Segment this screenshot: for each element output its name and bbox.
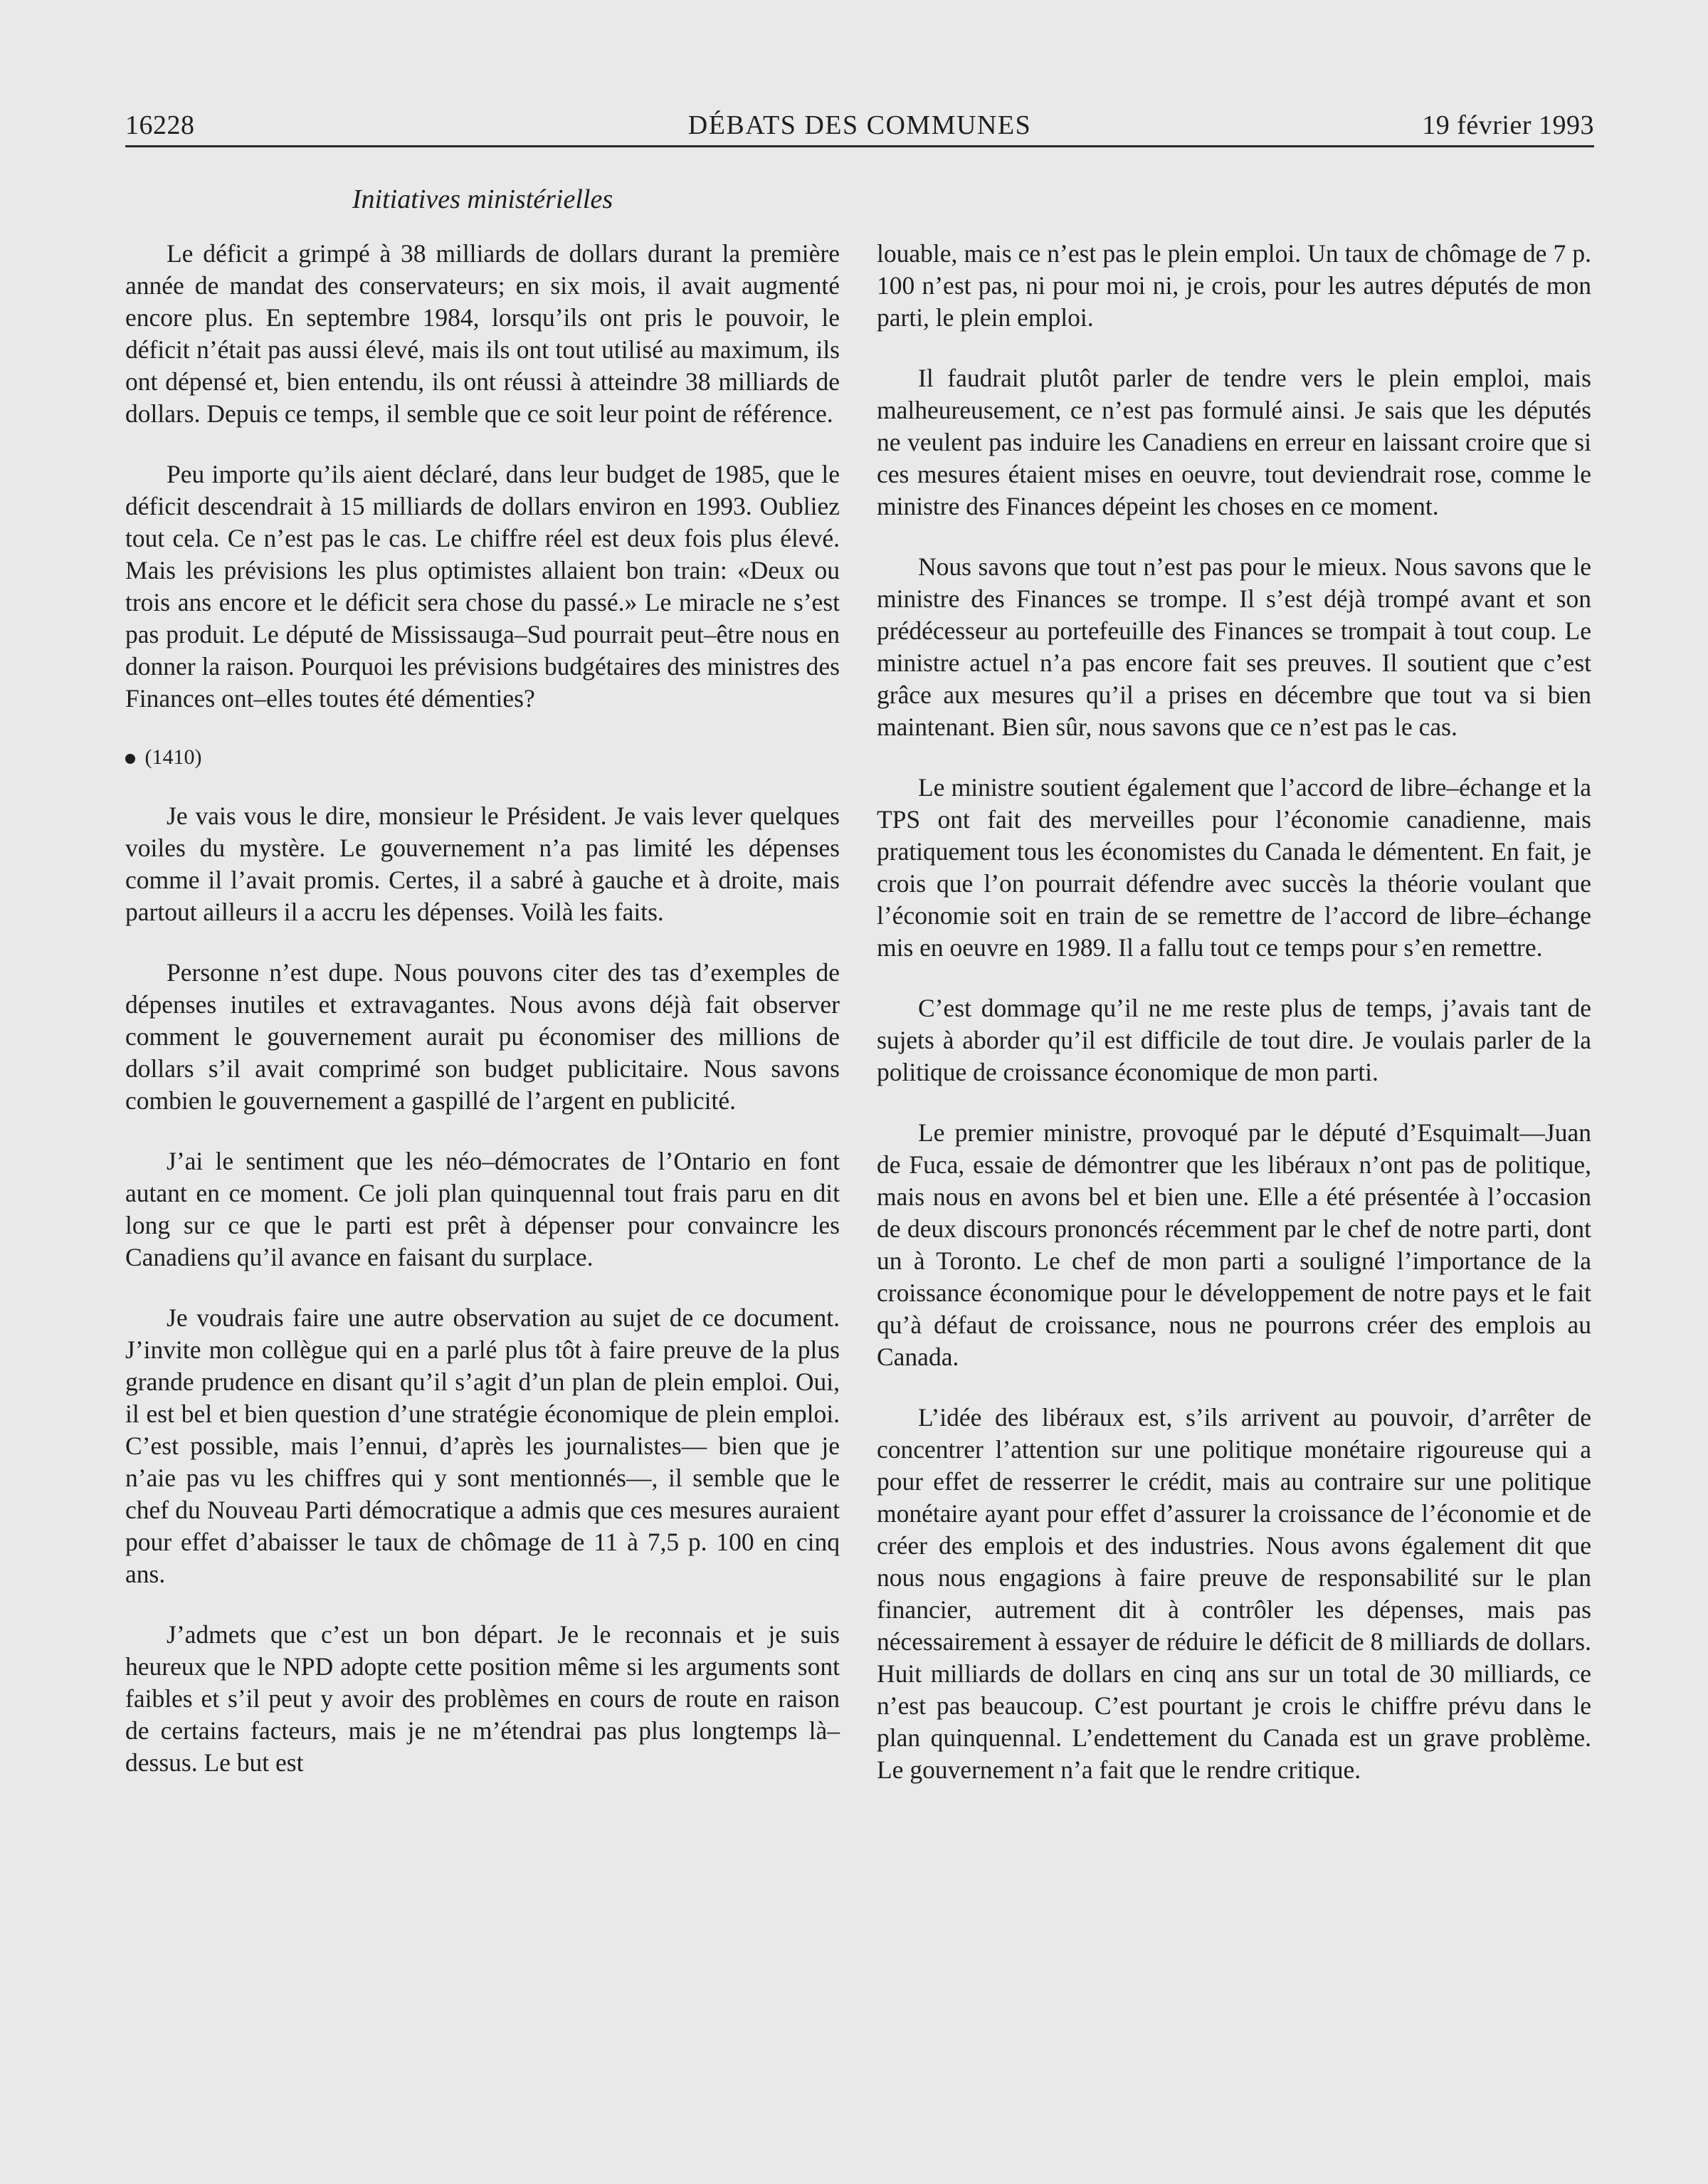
paragraph: J’ai le sentiment que les néo–démocrates de l’Ontario en font autant en ce moment. Ce joli plan quinquennal tout frais paru en dit long sur ce que le parti est prêt à dépenser pour convaincre les Canadiens qu’il avance en faisant du surplace. [125,1147,840,1271]
publication-date: 19 février 1993 [1422,110,1594,140]
header-rule [125,145,1594,147]
time-marker [125,743,840,772]
bullet-icon [125,754,135,764]
time-marker-text: (1410) [144,745,202,769]
paragraph: L’idée des libéraux est, s’ils arrivent au pouvoir, d’arrêter de concentrer l’attention sur une politique monétaire rigoureuse qui a pour effet de resserrer le crédit, mais au contraire sur une politique monétaire ayant pour effet d’assurer la croissance de l’économie et de créer des emplois et des industries. Nous avons également dit que nous nous engagions à faire preuve de responsabilité sur le plan financier, autrement dit à contrôler les dépenses, mais pas nécessairement à essayer de réduire le déficit de 8 milliards de dollars. Huit milliards de dollars en cinq ans sur un total de 30 milliards, ce n’est pas beaucoup. C’est pourtant je crois le chiffre prévu dans le plan quinquennal. L’endettement du Canada est un grave problème. Le gouvernement n’a fait que le rendre critique. [877,1403,1591,1784]
paragraph: Le ministre soutient également que l’accord de libre–échange et la TPS ont fait des merveilles pour l’économie canadienne, mais pratiquement tous les économistes du Canada le démentent. En fait, je crois que l’on pourrait défendre avec succès la théorie voulant que l’économie soit en train de se remettre de l’accord de libre–échange mis en oeuvre en 1989. Il a fallu tout ce temps pour s’en remettre. [877,773,1591,962]
paragraph: Je vais vous le dire, monsieur le Président. Je vais lever quelques voiles du mystère. Le gouvernement n’a pas limité les dépenses comme il l’avait promis. Certes, il a sabré à gauche et à droite, mais partout ailleurs il a accru les dépenses. Voilà les faits. [125,802,840,926]
paragraph-continued: louable, mais ce n’est pas le plein emploi. Un taux de chômage de 7 p. 100 n’est pas, ni pour moi ni, je crois, pour les autres députés de mon parti, le plein emploi. [877,239,1591,332]
paragraph: Il faudrait plutôt parler de tendre vers le plein emploi, mais malheureusement, ce n’est pas formulé ainsi. Je sais que les députés ne veulent pas induire les Canadiens en erreur en laissant croire que si ces mesures étaient mises en oeuvre, tout deviendrait rose, comme le ministre des Finances dépeint les choses en ce moment. [877,364,1591,520]
paragraph: Le déficit a grimpé à 38 milliards de dollars durant la première année de mandat des conservateurs; en six mois, il avait augmenté encore plus. En septembre 1984, lorsqu’ils ont pris le pouvoir, le déficit n’était pas aussi élevé, mais ils ont tout utilisé au maximum, ils ont dépensé et, bien entendu, ils ont réussi à atteindre 38 milliards de dollars. Depuis ce temps, il semble que ce soit leur point de référence. [125,239,840,428]
paragraph: Personne n’est dupe. Nous pouvons citer des tas d’exemples de dépenses inutiles et extravagantes. Nous avons déjà fait observer comment le gouvernement aurait pu économiser des millions de dollars s’il avait comprimé son budget publicitaire. Nous savons combien le gouvernement a gaspillé de l’argent en publicité. [125,958,840,1115]
publication-title: DÉBATS DES COMMUNES [687,110,1032,140]
left-column [125,238,840,1807]
paragraph: Le premier ministre, provoqué par le député d’Esquimalt—Juan de Fuca, essaie de démontrer que les libéraux n’ont pas de politique, mais nous en avons bel et bien une. Elle a été présentée à l’occasion de deux discours prononcés récemment par le chef de notre parti, dont un à Toronto. Le chef de mon parti a souligné l’importance de la croissance économique pour le développement de notre pays et le fait qu’à défaut de croissance, nous ne pourrons créer des emplois au Canada. [877,1118,1591,1371]
section-label: Initiatives ministérielles [352,184,613,214]
page-header [125,104,1594,147]
paragraph: Je voudrais faire une autre observation au sujet de ce document. J’invite mon collègue qui en a parlé plus tôt à faire preuve de la plus grande prudence en disant qu’il s’agit d’un plan de plein emploi. Oui, il est bel et bien question d’une stratégie économique de plein emploi. C’est possible, mais l’ennui, d’après les journalistes— bien que je n’aie pas vu les chiffres qui y sont mentionnés—, il semble que le chef du Nouveau Parti démocratique a admis que ces mesures auraient pour effet d’abaisser le taux de chômage de 11 à 7,5 p. 100 en cinq ans. [125,1303,840,1588]
paragraph: Nous savons que tout n’est pas pour le mieux. Nous savons que le ministre des Finances se trompe. Il s’est déjà trompé avant et son prédécesseur au portefeuille des Finances se trompait à tout coup. Le ministre actuel n’a pas encore fait ses preuves. Il soutient que c’est grâce aux mesures qu’il a prises en décembre que tout va si bien maintenant. Bien sûr, nous savons que ce n’est pas le cas. [877,552,1591,741]
paragraph: C’est dommage qu’il ne me reste plus de temps, j’avais tant de sujets à aborder qu’il est difficile de tout dire. Je voulais parler de la politique de croissance économique de mon parti. [877,994,1591,1086]
right-column [877,238,1591,1815]
paragraph: J’admets que c’est un bon départ. Je le reconnais et je suis heureux que le NPD adopte cette position même si les arguments sont faibles et s’il peut y avoir des problèmes en cours de route en raison de certains facteurs, mais je ne m’étendrai pas plus longtemps là–dessus. Le but est [125,1620,840,1777]
page-number: 16228 [125,110,195,140]
paragraph: Peu importe qu’ils aient déclaré, dans leur budget de 1985, que le déficit descendrait à 15 milliards de dollars environ en 1993. Oubliez tout cela. Ce n’est pas le cas. Le chiffre réel est deux fois plus élevé. Mais les prévisions les plus optimistes allaient bon train: «Deux ou trois ans encore et le déficit sera chose du passé.» Le miracle ne s’est pas produit. Le député de Mississauga–Sud pourrait peut–être nous en donner la raison. Pourquoi les prévisions budgétaires des ministres des Finances ont–elles toutes été démenties? [125,460,840,713]
